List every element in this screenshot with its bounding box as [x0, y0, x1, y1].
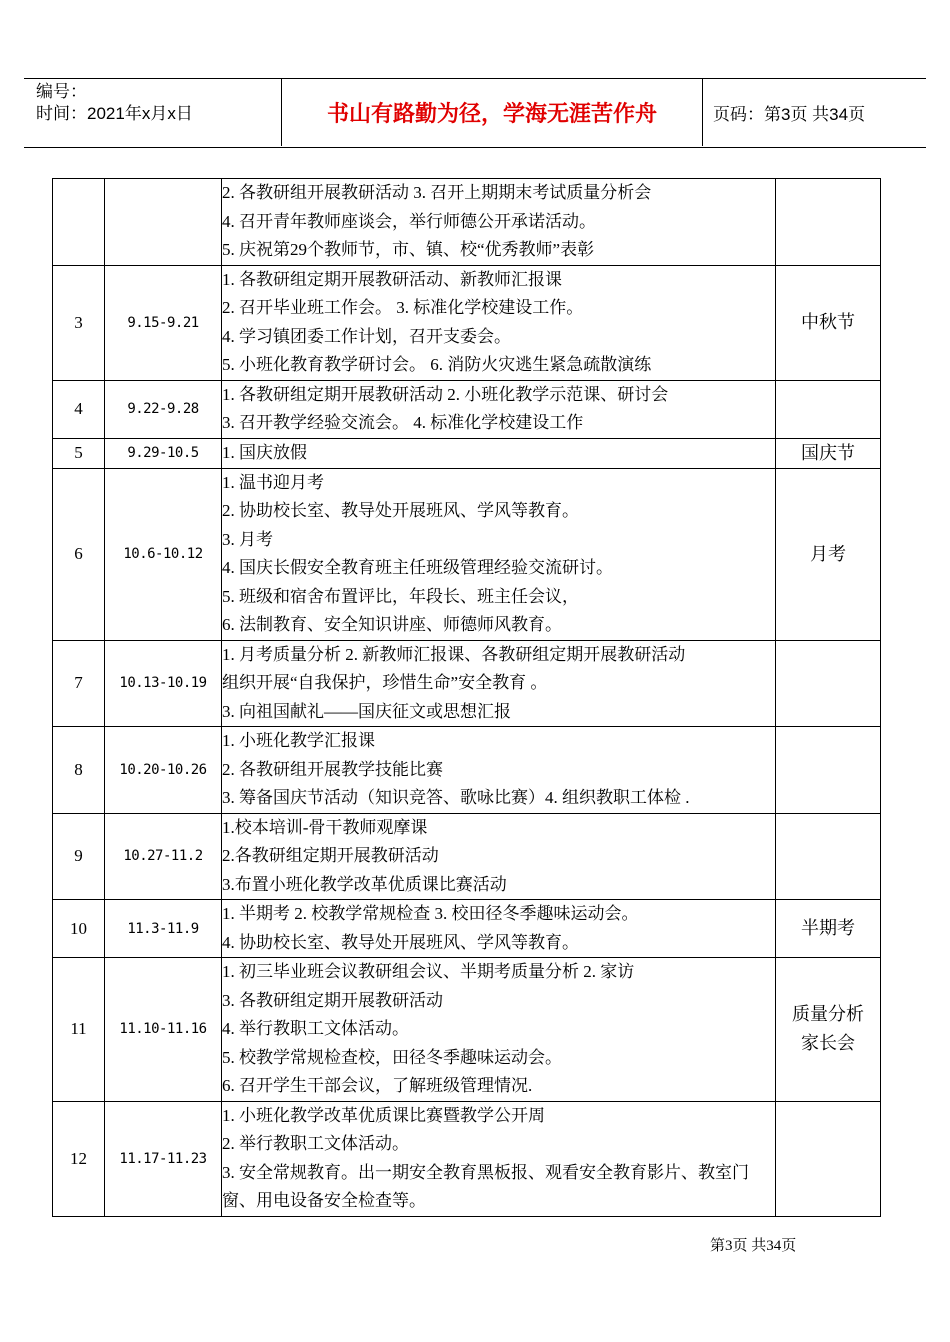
activity-line: 5. 小班化教育教学研讨会。 6. 消防火灾逃生紧急疏散演练	[222, 355, 652, 374]
activity-content	[222, 179, 776, 266]
activity-line: 4. 召开青年教师座谈会，举行师德公开承诺活动。	[222, 211, 596, 231]
activity-line: 1.校本培训-骨干教师观摩课	[222, 817, 428, 837]
table-row	[53, 380, 881, 438]
activity-content	[222, 958, 776, 1102]
activity-line: 5. 庆祝第29个教师节，市、镇、校“优秀教师”表彰	[222, 240, 595, 259]
remark: 半期考	[776, 900, 881, 958]
activity-line: 2. 协助校长室、教导处开展班风、学风等教育。	[222, 501, 579, 520]
table-row	[53, 265, 881, 380]
date-range: 11.17-11.23	[105, 1101, 222, 1216]
remark	[776, 640, 881, 727]
table-row	[53, 958, 881, 1102]
activity-content	[222, 900, 776, 958]
motto: 书山有路勤为径，学海无涯苦作舟	[281, 79, 703, 146]
page-code: 页码：第3页 共34页	[713, 105, 866, 124]
activity-line: 3. 召开教学经验交流会。 4. 标准化学校建设工作	[222, 413, 584, 432]
table-row	[53, 438, 881, 468]
activity-content	[222, 1101, 776, 1216]
activity-content	[222, 640, 776, 727]
activity-content	[222, 468, 776, 640]
activity-line: 1. 各教研组定期开展教研活动、新教师汇报课	[222, 269, 562, 289]
activity-line: 1. 初三毕业班会议教研组会议、半期考质量分析 2. 家访	[222, 962, 635, 981]
remark: 质量分析 家长会	[776, 958, 881, 1102]
activity-line: 1. 小班化教学改革优质课比赛暨教学公开周	[222, 1105, 545, 1125]
activity-line: 4. 协助校长室、教导处开展班风、学风等教育。	[222, 932, 579, 952]
week-number: 10	[53, 900, 105, 958]
week-number: 8	[53, 727, 105, 814]
week-number: 7	[53, 640, 105, 727]
date-range: 11.10-11.16	[105, 958, 222, 1102]
activity-line: 3. 各教研组定期开展教研活动	[222, 990, 443, 1010]
week-number: 9	[53, 813, 105, 900]
activity-line: 1. 各教研组定期开展教研活动 2. 小班化教学示范课、研讨会	[222, 384, 669, 404]
week-number: 12	[53, 1101, 105, 1216]
remark	[776, 813, 881, 900]
week-number: 4	[53, 380, 105, 438]
week-number: 11	[53, 958, 105, 1102]
activity-line: 3. 筹备国庆节活动（知识竞答、歌咏比赛）4. 组织教职工体检 .	[222, 788, 690, 807]
week-number: 6	[53, 468, 105, 640]
activity-line: 3. 向祖国献礼——国庆征文或思想汇报	[222, 701, 511, 721]
activity-line: 4. 举行教职工文体活动。	[222, 1019, 409, 1038]
week-number: 3	[53, 265, 105, 380]
date-range: 9.22-9.28	[105, 380, 222, 438]
activity-line: 1. 半期考 2. 校教学常规检查 3. 校田径冬季趣味运动会。	[222, 904, 639, 923]
activity-line: 4. 国庆长假安全教育班主任班级管理经验交流研讨。	[222, 558, 613, 577]
table-row	[53, 727, 881, 814]
schedule-table	[52, 178, 881, 1217]
activity-line: 3.布置小班化教学改革优质课比赛活动	[222, 874, 507, 894]
table-row	[53, 640, 881, 727]
activity-line: 2. 召开毕业班工作会。 3. 标准化学校建设工作。	[222, 298, 584, 317]
activity-content	[222, 813, 776, 900]
activity-line: 1. 小班化教学汇报课	[222, 731, 375, 750]
date-range: 11.3-11.9	[105, 900, 222, 958]
activity-line: 2.各教研组定期开展教研活动	[222, 846, 439, 865]
date-range: 10.6-10.12	[105, 468, 222, 640]
remark: 中秋节	[776, 265, 881, 380]
table-row	[53, 900, 881, 958]
activity-line: 6. 法制教育、安全知识讲座、师德师风教育。	[222, 615, 562, 634]
activity-line: 1. 月考质量分析 2. 新教师汇报课、各教研组定期开展教研活动	[222, 644, 686, 664]
table-row	[53, 1101, 881, 1216]
remark	[776, 380, 881, 438]
activity-content	[222, 380, 776, 438]
activity-content	[222, 727, 776, 814]
remark	[776, 1101, 881, 1216]
week-number	[53, 179, 105, 266]
activity-line: 组织开展“自我保护，珍惜生命”安全教育 。	[222, 673, 548, 692]
activity-line: 2. 举行教职工文体活动。	[222, 1134, 409, 1153]
activity-line: 6. 召开学生干部会议，了解班级管理情况.	[222, 1076, 533, 1095]
remark: 月考	[776, 468, 881, 640]
date-range: 10.13-10.19	[105, 640, 222, 727]
activity-line: 1. 国庆放假	[222, 442, 307, 462]
activity-line: 3. 安全常规教育。出一期安全教育黑板报、观看安全教育影片、教室门窗、用电设备安全检查等。	[222, 1162, 749, 1210]
activity-line: 2. 各教研组开展教学技能比赛	[222, 759, 443, 779]
activity-line: 2. 各教研组开展教研活动 3. 召开上期期末考试质量分析会	[222, 183, 652, 202]
activity-line: 5. 班级和宿舍布置评比，年段长、班主任会议，	[222, 586, 579, 606]
schedule-body	[53, 179, 881, 1217]
date-range	[105, 179, 222, 266]
activity-line: 5. 校教学常规检查校，田径冬季趣味运动会。	[222, 1047, 562, 1067]
date-range: 9.29-10.5	[105, 438, 222, 468]
page-header	[24, 78, 926, 148]
remark: 国庆节	[776, 438, 881, 468]
activity-content	[222, 438, 776, 468]
number-label: 编号：	[36, 82, 87, 101]
table-row	[53, 179, 881, 266]
time-label: 时间：2021年x月x日	[36, 104, 193, 123]
header-meta	[36, 81, 281, 145]
activity-line: 1. 温书迎月考	[222, 472, 324, 492]
week-number: 5	[53, 438, 105, 468]
activity-line: 4. 学习镇团委工作计划，召开支委会。	[222, 326, 511, 346]
table-row	[53, 813, 881, 900]
remark	[776, 179, 881, 266]
table-row	[53, 468, 881, 640]
page-footer: 第3页 共34页	[710, 1238, 797, 1254]
remark	[776, 727, 881, 814]
date-range: 10.20-10.26	[105, 727, 222, 814]
activity-line: 3. 月考	[222, 529, 273, 549]
activity-content	[222, 265, 776, 380]
date-range: 10.27-11.2	[105, 813, 222, 900]
date-range: 9.15-9.21	[105, 265, 222, 380]
